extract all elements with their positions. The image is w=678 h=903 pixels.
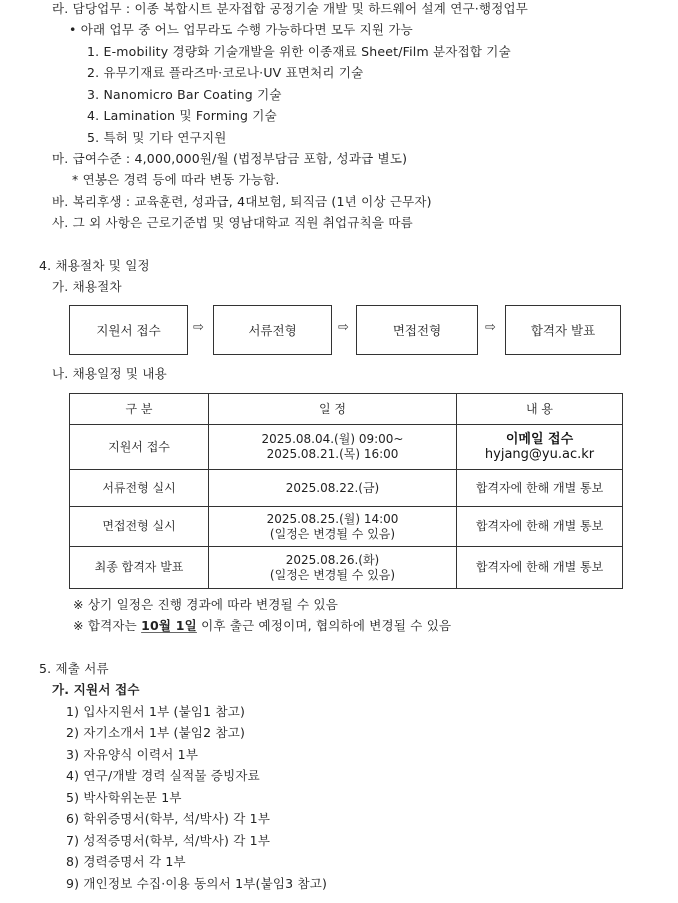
category-cell: 지원서 접수 xyxy=(70,425,209,470)
email-address[interactable]: hyjang@yu.ac.kr xyxy=(484,447,595,462)
others-line: 사. 그 외 사항은 근로기준법 및 영남대학교 직원 취업규칙을 따름 xyxy=(52,215,413,230)
duties-heading: 라. 담당업무 : 이종 복합시트 분자접합 공정기술 개발 및 하드웨어 설계 연구·행정업무 xyxy=(52,1,529,16)
document-item: 7) 성적증명서(학부, 석/박사) 각 1부 xyxy=(66,833,271,848)
schedule-line: 2025.08.25.(월) 14:00 xyxy=(266,511,399,526)
document-item: 3) 자유양식 이력서 1부 xyxy=(66,747,199,762)
schedule-line: (일정은 변경될 수 있음) xyxy=(269,526,396,541)
table-row xyxy=(70,425,623,470)
duties-note: • 아래 업무 중 어느 업무라도 수행 가능하다면 모두 지원 가능 xyxy=(69,22,413,37)
schedule-line: (일정은 변경될 수 있음) xyxy=(269,567,396,582)
content-cell xyxy=(457,470,623,507)
flow-step-label: 서류전형 xyxy=(248,323,297,338)
section5-subtitle: 가. 지원서 접수 xyxy=(52,682,140,697)
category-cell: 면접전형 실시 xyxy=(70,507,209,547)
flow-step-announcement xyxy=(505,305,621,355)
schedule-line: 2025.08.26.(화) xyxy=(285,552,380,567)
table-row xyxy=(70,470,623,507)
duty-item: 2. 유무기재료 플라즈마·코로나·UV 표면처리 기술 xyxy=(87,65,364,80)
salary-heading: 마. 급여수준 : 4,000,000원/월 (법정부담금 포함, 성과급 별도) xyxy=(52,151,408,166)
column-header: 내 용 xyxy=(457,394,623,425)
content-cell xyxy=(457,425,623,470)
procedure-title: 가. 채용절차 xyxy=(52,279,122,294)
content-line: 합격자에 한해 개별 통보 xyxy=(475,480,604,495)
column-header: 구 분 xyxy=(70,394,209,425)
section5-title: 5. 제출 서류 xyxy=(39,661,109,676)
document-item: 8) 경력증명서 각 1부 xyxy=(66,854,186,869)
document-item: 2) 자기소개서 1부 (붙임2 참고) xyxy=(66,725,246,740)
arrow-right-icon: ⇨ xyxy=(338,320,349,335)
schedule-note: ※ 상기 일정은 진행 경과에 따라 변경될 수 있음 xyxy=(73,597,339,612)
document-item: 6) 학위증명서(학부, 석/박사) 각 1부 xyxy=(66,811,271,826)
flow-step-document-screening xyxy=(213,305,332,355)
duty-item: 1. E-mobility 경량화 기술개발을 위한 이종재료 Sheet/Film 분자접합 기술 xyxy=(87,44,511,59)
duty-item: 5. 특허 및 기타 연구지원 xyxy=(87,130,227,145)
document-item: 9) 개인정보 수집·이용 동의서 1부(붙임3 참고) xyxy=(66,876,328,891)
content-line: 합격자에 한해 개별 통보 xyxy=(475,560,604,574)
table-header-row xyxy=(70,394,623,425)
start-date-emphasis: 10월 1일 xyxy=(141,618,197,633)
arrow-right-icon: ⇨ xyxy=(193,320,204,335)
schedule-cell xyxy=(209,425,457,470)
flow-step-label: 합격자 발표 xyxy=(530,323,596,338)
content-cell xyxy=(457,507,623,547)
schedule-line: 2025.08.04.(월) 09:00~ xyxy=(261,432,404,446)
table-row xyxy=(70,507,623,547)
schedule-cell xyxy=(209,547,457,589)
arrow-right-icon: ⇨ xyxy=(485,320,496,335)
benefits-line: 바. 복리후생 : 교육훈련, 성과급, 4대보험, 퇴직금 (1년 이상 근무자) xyxy=(52,194,432,209)
content-line: 이메일 접수 xyxy=(505,432,574,447)
flow-step-label: 면접전형 xyxy=(392,323,442,338)
table-row xyxy=(70,547,623,589)
flow-step-interview xyxy=(356,305,478,355)
flow-step-label: 지원서 접수 xyxy=(96,323,161,338)
section4-title: 4. 채용절차 및 일정 xyxy=(39,258,150,273)
content-cell xyxy=(457,547,623,589)
note-text: 이후 출근 예정이며, 협의하에 변경될 수 있음 xyxy=(196,618,452,633)
document-item: 5) 박사학위논문 1부 xyxy=(66,790,182,805)
schedule-table xyxy=(69,393,623,589)
flow-step-application xyxy=(69,305,188,355)
document-item: 1) 입사지원서 1부 (붙임1 참고) xyxy=(66,704,246,719)
schedule-title: 나. 채용일정 및 내용 xyxy=(52,366,167,381)
note-text: ※ 합격자는 xyxy=(73,618,142,633)
category-cell: 서류전형 실시 xyxy=(70,470,209,507)
duty-item: 3. Nanomicro Bar Coating 기술 xyxy=(87,87,282,102)
start-date-note xyxy=(73,617,451,635)
column-header: 일 정 xyxy=(209,394,457,425)
duty-item: 4. Lamination 및 Forming 기술 xyxy=(87,108,277,123)
schedule-line: 2025.08.22.(금) xyxy=(285,480,380,495)
document-item: 4) 연구/개발 경력 실적물 증빙자료 xyxy=(66,768,260,783)
content-line: 합격자에 한해 개별 통보 xyxy=(475,519,604,533)
category-cell: 최종 합격자 발표 xyxy=(70,547,209,589)
schedule-cell xyxy=(209,507,457,547)
schedule-cell xyxy=(209,470,457,507)
schedule-line: 2025.08.21.(목) 16:00 xyxy=(266,447,399,461)
salary-note: * 연봉은 경력 등에 따라 변동 가능함. xyxy=(72,172,280,187)
